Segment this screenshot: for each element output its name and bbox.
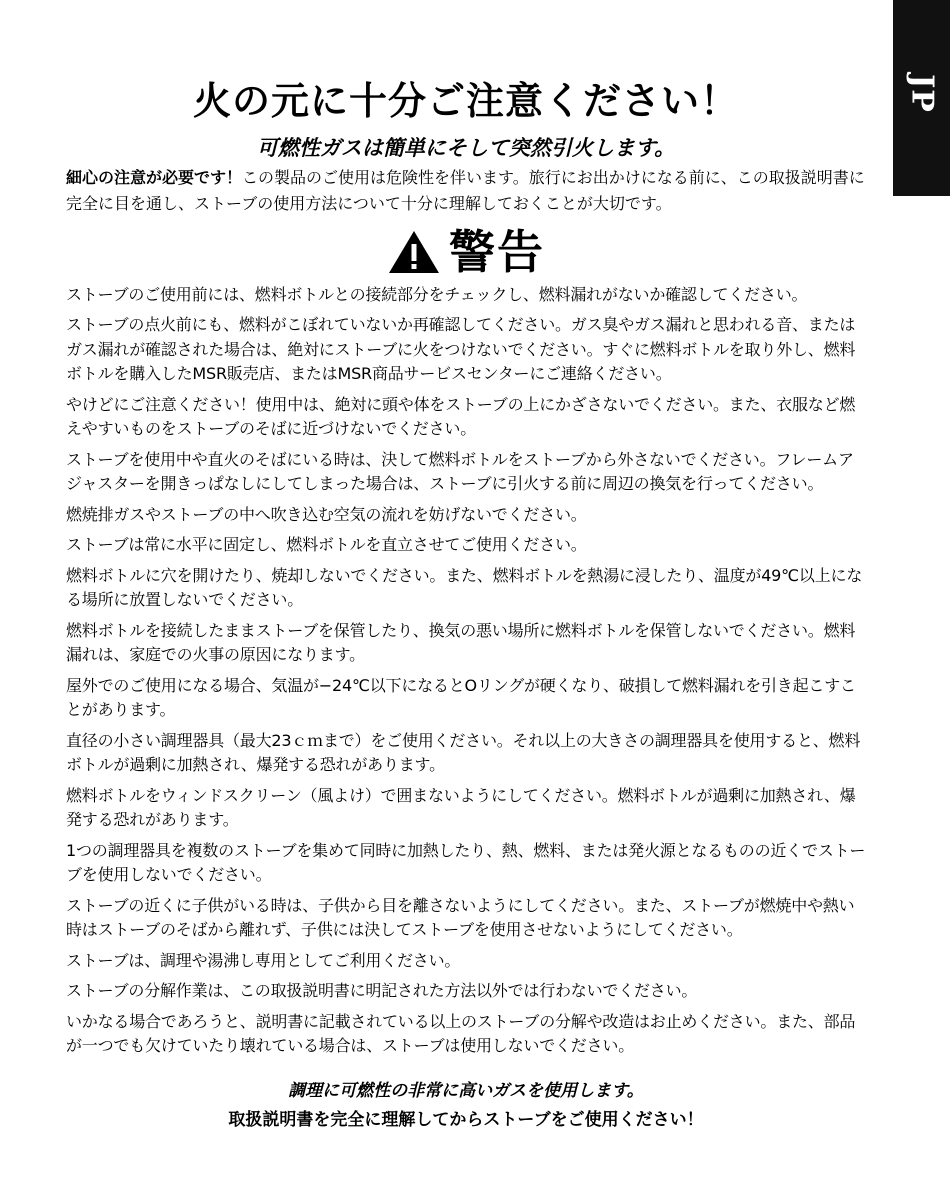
list-item: 燃料ボトルをウィンドスクリーン（風よけ）で囲まないようにしてください。燃料ボトルが過剰に加熱され、爆発する恐れがあります。 <box>66 785 856 830</box>
list-item: 直径の小さい調理器具（最大23ｃｍまで）をご使用ください。それ以上の大きさの調理器具を使用すると、燃料ボトルが過剰に加熱され、爆発する恐れがあります。 <box>66 730 861 775</box>
intro-bold-lead: 細心の注意が必要です！ <box>66 167 243 187</box>
warning-heading <box>66 223 866 281</box>
list-item: 燃焼排ガスやストーブの中へ吹き込む空気の流れを妨げないでください。 <box>66 504 587 524</box>
list-item: 燃料ボトルを接続したままストーブを保管したり、換気の悪い場所に燃料ボトルを保管しないでください。燃料漏れは、家庭での火事の原因になります。 <box>66 620 856 665</box>
warning-label: 警告 <box>449 224 545 279</box>
warning-triangle-icon <box>387 229 441 275</box>
warning-list <box>66 283 866 1059</box>
list-item: 燃料ボトルに穴を開けたり、焼却しないでください。また、燃料ボトルを熱湯に浸したり、温度が49℃以上になる場所に放置しないでください。 <box>66 565 863 610</box>
list-item: ストーブを使用中や直火のそばにいる時は、決して燃料ボトルをストーブから外さないでください。フレームアジャスターを開きっぱなしにしてしまった場合は、ストーブに引火する前に周辺の換気を行ってください。 <box>66 449 854 494</box>
page-title: 火の元に十分ご注意ください！ <box>192 79 739 123</box>
list-item: ストーブのご使用前には、燃料ボトルとの接続部分をチェックし、燃料漏れがないか確認してください。 <box>66 284 808 304</box>
language-label: JP <box>904 74 939 113</box>
page-subtitle: 可燃性ガスは簡単にそして突然引火します。 <box>256 135 676 160</box>
language-tab <box>893 0 950 196</box>
intro-text: この製品のご使用は危険性を伴います。旅行にお出かけになる前に、この取扱説明書に完全に目を通し、ストーブの使用方法について十分に理解しておくことが大切です。 <box>66 167 865 213</box>
list-item: ストーブの点火前にも、燃料がこぼれていないか再確認してください。ガス臭やガス漏れと思われる音、またはガス漏れが確認された場合は、絶対にストーブに火をつけないでください。すぐに燃料ボトルを取り外し、燃料ボトルを購入したMSR販売店、またはMSR商品サービスセンターにご連絡ください。 <box>66 315 856 384</box>
list-item: 1つの調理器具を複数のストーブを集めて同時に加熱したり、熱、燃料、または発火源となるものの近くでストーブを使用しないでください。 <box>66 840 866 885</box>
list-item: ストーブは常に水平に固定し、燃料ボトルを直立させてご使用ください。 <box>66 535 587 555</box>
warning-document <box>66 78 866 1135</box>
intro-paragraph <box>66 165 866 217</box>
list-item: ストーブは、調理や湯沸し専用としてご利用ください。 <box>66 950 461 970</box>
closing-line-1: 調理に可燃性の非常に高いガスを使用します。 <box>288 1080 644 1101</box>
list-item: ストーブの近くに子供がいる時は、子供から目を離さないようにしてください。また、ストーブが燃焼中や熱い時はストーブのそばから離れず、子供には決してストーブを使用させないようにしてください。 <box>66 895 855 940</box>
closing-notice <box>66 1077 866 1135</box>
list-item: ストーブの分解作業は、この取扱説明書に明記された方法以外では行わないでください。 <box>66 981 698 1001</box>
closing-line-2: 取扱説明書を完全に理解してからストーブをご使用ください！ <box>228 1109 704 1130</box>
list-item: いかなる場合であろうと、説明書に記載されている以上のストーブの分解や改造はお止めください。また、部品が一つでも欠けていたり壊れている場合は、ストーブは使用しないでください。 <box>66 1011 856 1056</box>
list-item: やけどにご注意ください！使用中は、絶対に頭や体をストーブの上にかざさないでください。また、衣服など燃えやすいものをストーブのそばに近づけないでください。 <box>66 394 856 439</box>
list-item: 屋外でのご使用になる場合、気温が−24℃以下になるとOリングが硬くなり、破損して燃料漏れを引き起こすことがあります。 <box>66 675 856 720</box>
